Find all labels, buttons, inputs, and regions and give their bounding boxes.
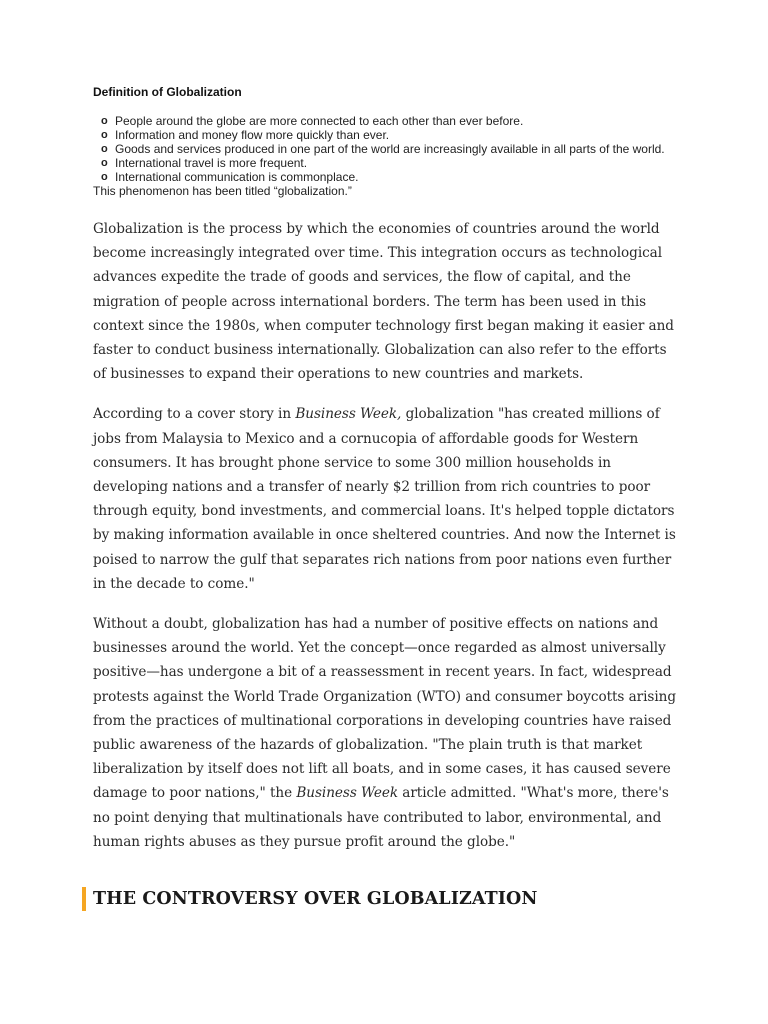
bullet-icon: o [101, 143, 108, 155]
definition-title: Definition of Globalization [93, 85, 242, 99]
paragraph-text: Without a doubt, globalization has had a number of positive effects on nations and businesses around the world. Yet the concept—once regarded as almost universally positive—has undergone a bit of a reassessment in recent years. In fact, widespread protests against the World Trade Organization (WTO) and consumer boycotts arising from the practices of multinational corporations in developing countries have raised public awareness of the hazards of globalization. "The plain truth is that market liberalization by itself does not lift all boats, and in some cases, it has caused severe damage to poor nations," the [93, 616, 677, 802]
definition-list [93, 114, 683, 184]
section-heading [82, 886, 537, 912]
paragraph-reassessment [93, 612, 683, 854]
list-item-text: People around the globe are more connected to each other than ever before. [115, 114, 524, 128]
list-item-text: International travel is more frequent. [115, 156, 308, 170]
paragraph-business-week-quote [93, 402, 683, 596]
bullet-icon: o [101, 115, 108, 127]
list-item [93, 142, 683, 156]
list-item-text: Information and money flow more quickly than ever. [115, 128, 390, 142]
bullet-icon: o [101, 157, 108, 169]
bullet-icon: o [101, 171, 108, 183]
list-item-text: International communication is commonplace. [115, 170, 359, 184]
list-item-text: Goods and services produced in one part of the world are increasingly available in all parts of the world. [115, 142, 665, 156]
publication-title: Business Week, [295, 406, 402, 423]
list-item [93, 128, 683, 142]
paragraph-text: article admitted. "What's more, there's no point denying that multinationals have contributed to labor, environmental, and human rights abuses as they pursue profit around the globe." [93, 785, 669, 850]
document-page [93, 84, 683, 870]
paragraph-definition: Globalization is the process by which the economies of countries around the world become increasingly integrated over time. This integration occurs as technological advances expedite the trade of goods and services, the flow of capital, and the migration of people across international borders. The term has been used in this context since the 1980s, when computer technology first began making it easier and faster to conduct business internationally. Globalization can also refer to the efforts of businesses to expand their operations to new countries and markets. [93, 221, 674, 383]
phenomenon-note: This phenomenon has been titled “globalization.” [93, 184, 352, 198]
list-item [93, 114, 683, 128]
publication-title: Business Week [296, 785, 399, 802]
heading-accent-bar [82, 887, 86, 911]
bullet-icon: o [101, 129, 108, 141]
list-item [93, 156, 683, 170]
list-item [93, 170, 683, 184]
paragraph-text: According to a cover story in [93, 406, 296, 423]
paragraph-text: globalization "has created millions of jobs from Malaysia to Mexico and a cornucopia of affordable goods for Western consumers. It has brought phone service to some 300 million households in developing nations and a transfer of nearly $2 trillion from rich countries to poor through equity, bond investments, and commercial loans. It's helped topple dictators by making information available in once sheltered countries. And now the Internet is poised to narrow the gulf that separates rich nations from poor nations even further in the decade to come." [93, 406, 676, 592]
section-heading-text: THE CONTROVERSY OVER GLOBALIZATION [93, 889, 538, 909]
